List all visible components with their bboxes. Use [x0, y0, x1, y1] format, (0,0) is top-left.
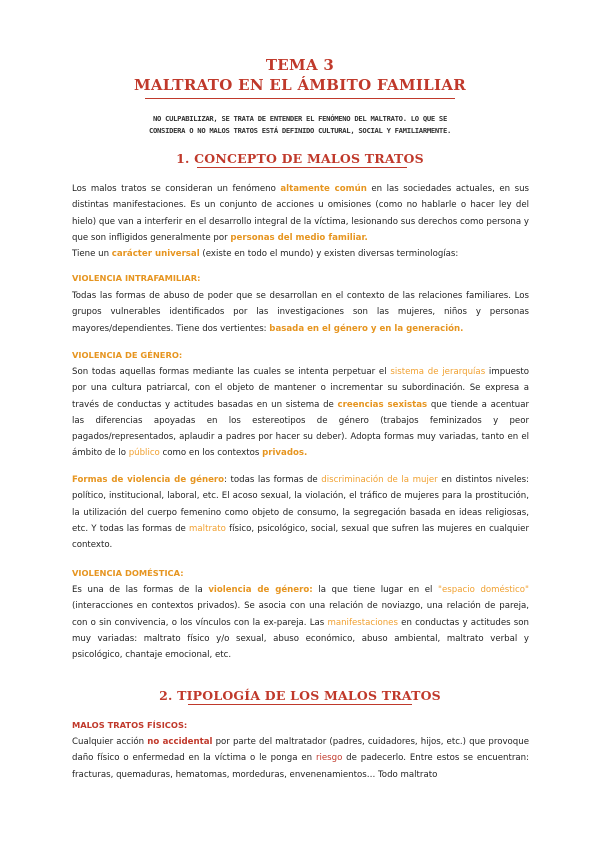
formas-paragraph — [72, 472, 529, 553]
fisicos-text-a: Cualquier acción — [72, 737, 148, 747]
intro-highlight-altamente-comun: altamente común — [280, 184, 367, 194]
fisicos-text-c: por parte del maltratador (padres, cuidadores, hijos, etc.) que provoque daño físico o enfermedad en la víctima o le ponga en — [72, 737, 529, 764]
document-title-line2: MALTRATO EN EL ÁMBITO FAMILIAR — [133, 76, 467, 94]
formas-highlight-discriminacion: discriminación de la mujer — [321, 475, 438, 485]
genero-highlight-creencias-sexistas: creencias sexistas — [337, 399, 428, 410]
section2-underline — [188, 704, 412, 705]
intrafamiliar-text-a: Todas las formas de abuso de poder que se desarrollan en el contexto de las relaciones familiares. Los grupos vulnerables identificados por las investigaciones son las mujeres, niños y personas mayores/dependientes. Tiene dos vertientes: — [72, 291, 529, 334]
section1-underline — [197, 167, 407, 168]
genero-text-e: que tiende a acentuar las diferencias apoyadas en los estereotipos de género (trabajos feminizados y peor pagados/representados, aplaudir a padres por hacer su deber). Adopta formas muy variadas, tanto en el ámbito de lo — [72, 399, 529, 459]
domestica-paragraph — [72, 582, 529, 663]
formas-highlight-title: Formas de violencia de género — [72, 475, 225, 485]
heading-violencia-domestica: VIOLENCIA DOMÉSTICA: — [72, 568, 184, 578]
domestica-highlight-violencia-genero: violencia de género: — [208, 585, 313, 595]
domestica-text-g: en conductas y actitudes son muy variadas: maltrato físico y/o sexual, abuso económico, abuso ambiental, maltrato verbal y psicológico, chantaje emocional, etc. — [72, 617, 529, 661]
genero-highlight-sistema-jerarquias: sistema de jerarquías — [390, 367, 486, 377]
genero-text-g: como en los contextos — [159, 448, 263, 459]
fisicos-paragraph — [72, 734, 529, 783]
formas-text-d: en distintos niveles: político, institucional, laboral, etc. El acoso sexual, la violación, el tráfico de mujeres para la prostitución, la utilización del cuerpo femenino como objeto de consumo, la segregación basada en ideas religiosas, etc. Y todas las formas de — [72, 475, 529, 534]
formas-highlight-maltrato: maltrato — [189, 523, 226, 534]
domestica-highlight-espacio-domestico: "espacio doméstico" — [438, 585, 529, 595]
genero-highlight-privados: privados. — [262, 448, 308, 459]
intro-text-e: Tiene un — [72, 249, 112, 260]
formas-text-b: : todas las formas de — [224, 475, 322, 485]
section-heading-tipologia: 2. TIPOLOGÍA DE LOS MALOS TRATOS — [159, 688, 441, 703]
section-heading-concepto: 1. CONCEPTO DE MALOS TRATOS — [176, 151, 424, 166]
document-subtitle — [120, 113, 480, 137]
genero-text-c: impuesto por una cultura patriarcal, con el objeto de mantener o incrementar su subordinación. Se expresa a través de conductas y actitudes basadas en un sistema de — [72, 367, 529, 410]
intro-text-c: en las sociedades actuales, en sus distintas manifestaciones. Es un conjunto de acciones u omisiones (como no hablarle o hacer ley del hielo) que van a interferir en el desarrollo integral de la víctima, lesionando sus derechos como persona y que son infligidos generalmente por — [72, 184, 529, 243]
heading-malos-tratos-fisicos: MALOS TRATOS FÍSICOS: — [72, 720, 188, 730]
title-underline — [145, 98, 455, 99]
subtitle-line1: NO CULPABILIZAR, SE TRATA DE ENTENDER EL FENÓMENO DEL MALTRATO. LO QUE SE — [153, 114, 447, 123]
genero-text-a: Son todas aquellas formas mediante las cuales se intenta perpetuar el — [72, 367, 391, 377]
fisicos-highlight-no-accidental: no accidental — [147, 737, 213, 747]
genero-highlight-publico: público — [128, 448, 160, 459]
intro-highlight-caracter-universal: carácter universal — [111, 249, 200, 260]
genero-paragraph — [72, 364, 529, 462]
fisicos-text-e: de padecerlo. Entre estos se encuentran: fracturas, quemaduras, hematomas, mordeduras, envenenamientos… Todo maltrato — [72, 753, 529, 780]
intro-highlight-personas-medio-familiar: personas del medio familiar. — [230, 232, 368, 243]
intro-text-a: Los malos tratos se consideran un fenómeno — [72, 184, 281, 194]
domestica-text-e: (interacciones en contextos privados). Se asocia con una relación de noviazgo, una relación de pareja, con o sin convivencia, o los vínculos con la ex-pareja. Las — [72, 601, 529, 628]
intrafamiliar-highlight-vertientes: basada en el género y en la generación. — [269, 323, 464, 334]
intro-paragraph — [72, 181, 529, 262]
heading-violencia-intrafamiliar: VIOLENCIA INTRAFAMILIAR: — [72, 273, 201, 283]
subtitle-line2: CONSIDERA O NO MALOS TRATOS ESTÁ DEFINIDO CULTURAL, SOCIAL Y FAMILIARMENTE. — [148, 126, 452, 135]
intrafamiliar-paragraph — [72, 288, 529, 337]
heading-violencia-de-genero: VIOLENCIA DE GÉNERO: — [72, 350, 183, 360]
fisicos-highlight-riesgo: riesgo — [315, 753, 343, 764]
domestica-text-c: la que tiene lugar en el — [312, 585, 439, 595]
domestica-highlight-manifestaciones: manifestaciones — [327, 617, 398, 628]
document-title-line1: TEMA 3 — [265, 56, 335, 74]
domestica-text-a: Es una de las formas de la — [72, 585, 209, 595]
formas-text-f: físico, psicológico, social, sexual que sufren las mujeres en cualquier contexto. — [72, 523, 530, 551]
intro-text-g: (existe en todo el mundo) y existen diversas terminologías: — [199, 249, 459, 260]
